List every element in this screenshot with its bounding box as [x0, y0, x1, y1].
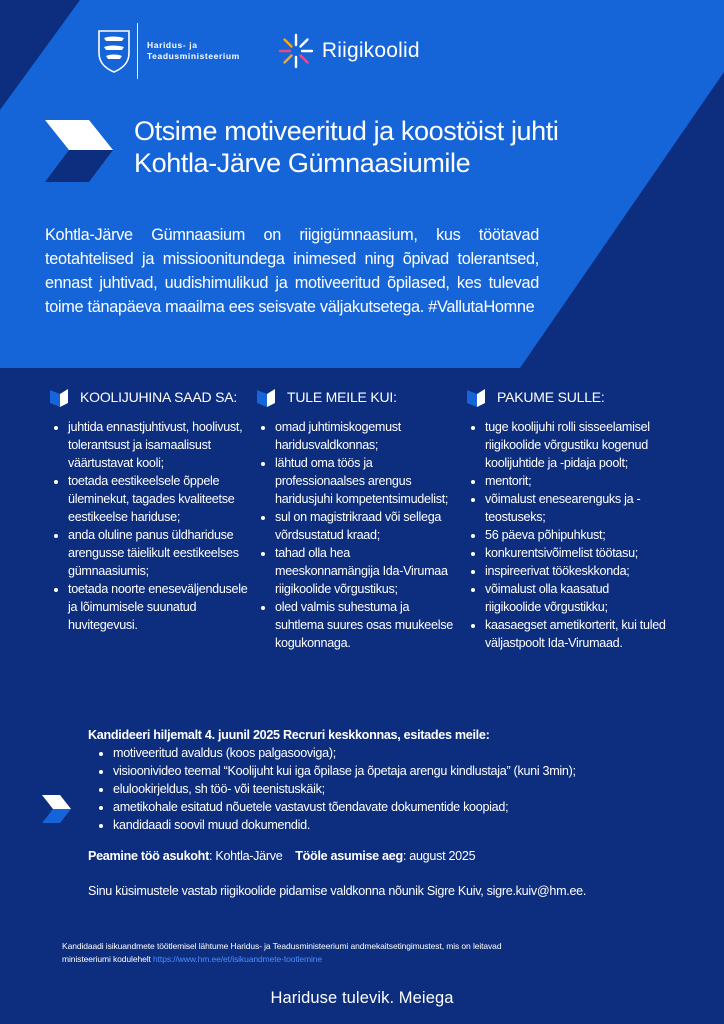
list-item: • lähtud oma töös ja professionaalses arengus haridusjuhi kompetentsimudelist; [275, 454, 457, 508]
location-value: : Kohtla-Järve [208, 849, 283, 863]
list-item: • toetada eestikeelsele õppele üleminekut, tagades kvaliteetse eestikeelse hariduse; [68, 472, 250, 526]
intro-paragraph: Kohtla-Järve Gümnaasium on riigigümnaasium, kus töötavad teotahtelised ja missioonitundega inimesed ning õpivad tolerantsed, ennast juhtivad, uudishimulikud ja motiveeritud õpilased, kes tulevad toime tänapäeva maailma ees seisvate väljakutsetega. #VallutaHomne [45, 226, 539, 316]
book-icon [257, 387, 277, 407]
list-item: • motiveeritud avaldus (koos palgasooviga); [113, 744, 688, 762]
list-item: • võimalust enesearenguks ja -teostuseks; [485, 490, 667, 526]
start-value: : august 2025 [402, 849, 476, 863]
column-heading-label: PAKUME SULLE: [497, 389, 605, 405]
list-item: • anda oluline panus üldhariduse arengusse täielikult eestikeelses gümnaasiumis; [68, 526, 250, 580]
chevron-mark-icon [45, 120, 115, 182]
list-item: • tahad olla hea meeskonnamängija Ida-Virumaa riigikoolide võrgustikus; [275, 544, 457, 598]
title-line-2: Kohtla-Järve Gümnaasiumile [134, 148, 471, 178]
list-item: • juhtida ennastjuhtivust, hoolivust, tolerantsust ja isamaalisust väärtustavat kooli; [68, 418, 250, 472]
ministry-line-1: Haridus- ja [147, 40, 198, 50]
list-item: • sul on magistrikraad või sellega võrdsustatud kraad; [275, 508, 457, 544]
list-item: • oled valmis suhestuma ja suhtlema suures osas muukeelse kogukonnaga. [275, 598, 457, 652]
riigikoolid-star-icon [276, 31, 316, 71]
list-item: • mentorit; [485, 472, 667, 490]
column-come-if [257, 386, 457, 652]
list-item: • kandidaadi soovil muud dokumendid. [113, 816, 688, 834]
start-label: Tööle asumise aeg [295, 849, 403, 863]
column-heading [257, 386, 457, 408]
list-item: • võimalust olla kaasatud riigikoolide võrgustikku; [485, 580, 667, 616]
list-item: • omad juhtimiskogemust haridusvaldkonnas; [275, 418, 457, 454]
contact-line: Sinu küsimustele vastab riigikoolide pidamise valdkonna nõunik Sigre Kuiv, sigre.kuiv@hm.ee. [88, 884, 587, 898]
application-section [88, 726, 688, 834]
list-item: • konkurentsivõimelist töötasu; [485, 544, 667, 562]
list-item: • inspireerivat töökeskkonda; [485, 562, 667, 580]
location-label: Peamine töö asukoht [88, 849, 209, 863]
application-lead: Kandideeri hiljemalt 4. juunil 2025 Recruri keskkonnas, esitades meile: [88, 728, 490, 742]
book-icon [467, 387, 487, 407]
privacy-note [62, 940, 532, 966]
riigikoolid-name: Riigikoolid [321, 39, 420, 62]
logo-divider [137, 23, 138, 79]
riigikoolid-logo [276, 31, 420, 71]
list-item: • tuge koolijuhi rolli sisseelamisel riigikoolide võrgustiku kogenud koolijuhtide ja -pidaja poolt; [485, 418, 667, 472]
header-logos [97, 22, 420, 80]
column-list [50, 418, 250, 634]
slogan: Hariduse tulevik. Meiega [270, 989, 454, 1007]
application-list [88, 744, 688, 834]
column-as-leader [50, 386, 250, 634]
list-item: • elulookirjeldus, sh töö- või teenistuskäik; [113, 780, 688, 798]
column-list [257, 418, 457, 652]
title-line-1: Otsime motiveeritud ja koostöist juhti [134, 116, 559, 146]
chevron-mark-small-icon [42, 795, 72, 823]
privacy-link[interactable]: https://www.hm.ee/et/isikuandmete-tootlemine [153, 954, 323, 964]
page-title [134, 115, 558, 179]
column-we-offer [467, 386, 667, 652]
list-item: • toetada noorte eneseväljendusele ja lõimumisele suunatud huvitegevusi. [68, 580, 250, 634]
column-heading-label: KOOLIJUHINA SAAD SA: [80, 389, 238, 405]
list-item: • 56 päeva põhipuhkust; [485, 526, 667, 544]
estonian-crest-icon [97, 29, 131, 73]
list-item: • visioonivideo teemal “Koolijuht kui iga õpilase ja õpetaja arengu kindlustaja” (kuni 3min); [113, 762, 688, 780]
list-item: • kaasaegset ametikorterit, kui tuled väljastpoolt Ida-Virumaad. [485, 616, 667, 652]
column-heading [50, 386, 250, 408]
ministry-line-2: Teadusministeerium [147, 51, 240, 61]
location-line [88, 849, 475, 863]
book-icon [50, 387, 70, 407]
column-heading-label: TULE MEILE KUI: [287, 389, 397, 405]
ministry-name [147, 40, 240, 62]
list-item: • ametikohale esitatud nõuetele vastavust tõendavate dokumentide koopiad; [113, 798, 688, 816]
privacy-text: Kandidaadi isikuandmete töötlemisel lähtume Haridus- ja Teadusministeeriumi andmekaitsetingimustest, mis on leitavad ministeeriumi kodulehelt [62, 941, 502, 964]
column-heading [467, 386, 667, 408]
column-list [467, 418, 667, 652]
